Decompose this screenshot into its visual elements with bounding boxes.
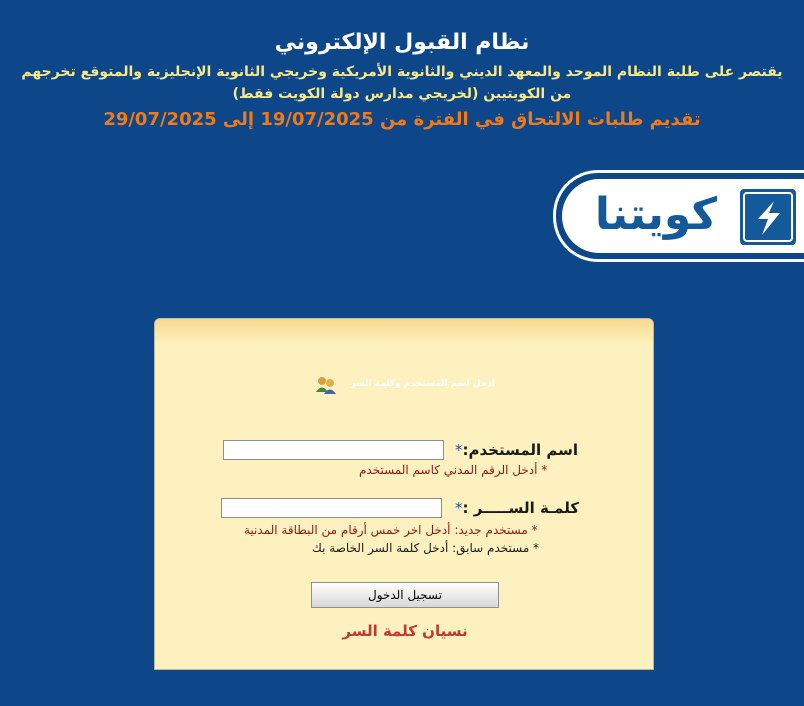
eligibility-note: يقتصر على طلبة النظام الموحد والمعهد الديني والثانوية الأمريكية وخريجي الثانوية الإنجليزية والمتوقع تخرجهم (21, 64, 783, 80)
kuwaitna-logo (553, 170, 804, 262)
page-title: نظام القبول الإلكتروني (274, 30, 530, 55)
users-icon (315, 375, 337, 399)
username-hint: * أدخل الرقم المدني كاسم المستخدم (359, 463, 548, 477)
eligibility-note-line2: (لخريجي مدارس دولة الكويت فقط) من الكويتيين (232, 86, 572, 102)
forgot-password-link[interactable]: نسيان كلمة السر (342, 622, 468, 640)
required-star: * (455, 441, 463, 459)
logo-text: كويتنا (594, 189, 718, 240)
username-label (451, 441, 578, 459)
required-star: * (455, 499, 463, 517)
login-panel (154, 318, 654, 670)
password-label-text: كلمـة الســـــر : (462, 499, 580, 517)
password-hint-existing-user: * مستخدم سابق: أدخل كلمة السر الخاصة بك (312, 541, 540, 555)
password-input[interactable] (221, 498, 442, 518)
application-period: تقديم طلبات الالتحاق في الفترة من 19/07/2025 إلى 29/07/2025 (103, 109, 701, 130)
login-hint-text: أدخل اسم المستخدم وكلمة السر (350, 379, 495, 389)
username-input[interactable] (223, 440, 444, 460)
kuwait-lightning-logo-icon (740, 189, 796, 245)
login-button[interactable]: تسجيل الدخول (311, 582, 499, 608)
password-label (451, 499, 579, 517)
login-hint (315, 373, 515, 397)
panel-header (155, 319, 653, 345)
username-label-text: اسم المستخدم: (462, 441, 579, 459)
password-hint-new-user: * مستخدم جديد: أدخل اخر خمس أرقام من البطاقة المدنية (244, 523, 538, 537)
